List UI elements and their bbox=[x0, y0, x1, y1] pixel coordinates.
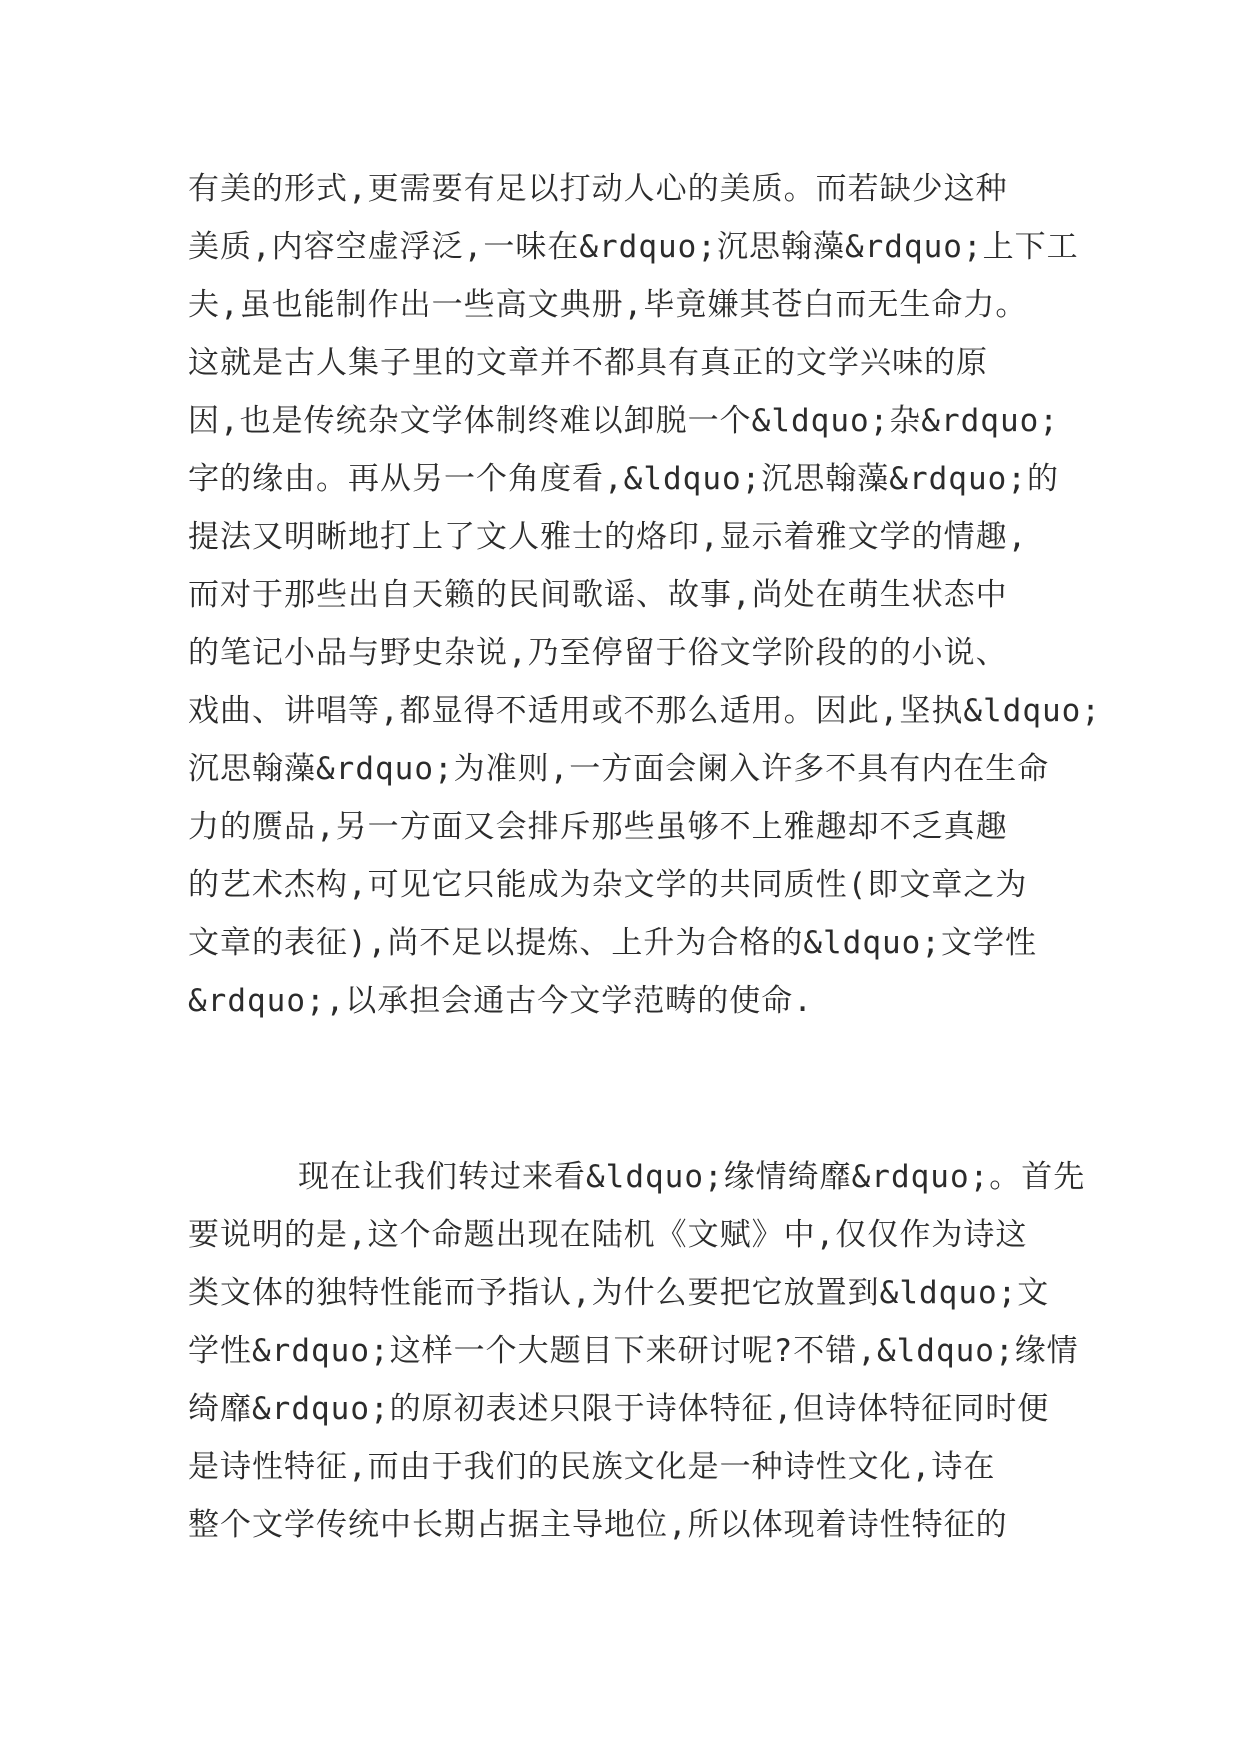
text-line: 沉思翰藻&rdquo;为准则,一方面会阑入许多不具有内在生命 bbox=[188, 751, 1050, 787]
text-line: 字的缘由。再从另一个角度看,&ldquo;沉思翰藻&rdquo;的 bbox=[188, 461, 1059, 497]
text-line: 类文体的独特性能而予指认,为什么要把它放置到&ldquo;文 bbox=[188, 1275, 1050, 1311]
text-line: 有美的形式,更需要有足以打动人心的美质。而若缺少这种 bbox=[188, 171, 1008, 207]
text-line: 力的赝品,另一方面又会排斥那些虽够不上雅趣却不乏真趣 bbox=[188, 809, 1008, 845]
text-line: 是诗性特征,而由于我们的民族文化是一种诗性文化,诗在 bbox=[188, 1449, 996, 1485]
paragraph-2 bbox=[188, 1148, 1086, 1554]
text-line: 要说明的是,这个命题出现在陆机《文赋》中,仅仅作为诗这 bbox=[188, 1217, 1028, 1253]
text-line: 提法又明晰地打上了文人雅士的烙印,显示着雅文学的情趣, bbox=[188, 519, 1028, 555]
text-line: 戏曲、讲唱等,都显得不适用或不那么适用。因此,坚执&ldquo; bbox=[188, 693, 1101, 729]
text-line: &rdquo;,以承担会通古今文学范畴的使命. bbox=[188, 983, 813, 1019]
text-line: 文章的表征),尚不足以提炼、上升为合格的&ldquo;文学性 bbox=[188, 925, 1037, 961]
text-line: 学性&rdquo;这样一个大题目下来研讨呢?不错,&ldquo;缘情 bbox=[188, 1333, 1079, 1369]
text-line: 的笔记小品与野史杂说,乃至停留于俗文学阶段的的小说、 bbox=[188, 635, 1008, 671]
text-line: 因,也是传统杂文学体制终难以卸脱一个&ldquo;杂&rdquo; bbox=[188, 403, 1059, 439]
text-line: 的艺术杰构,可见它只能成为杂文学的共同质性(即文章之为 bbox=[188, 867, 1028, 903]
text-line: 而对于那些出自天籁的民间歌谣、故事,尚处在萌生状态中 bbox=[188, 577, 1008, 613]
text-line: 这就是古人集子里的文章并不都具有真正的文学兴味的原 bbox=[188, 345, 988, 381]
text-line: 现在让我们转过来看&ldquo;缘情绮靡&rdquo;。首先 bbox=[298, 1159, 1086, 1195]
paragraph-1 bbox=[188, 160, 1101, 1030]
text-line: 夫,虽也能制作出一些高文典册,毕竟嫌其苍白而无生命力。 bbox=[188, 287, 1028, 323]
text-line: 美质,内容空虚浮泛,一味在&rdquo;沉思翰藻&rdquo;上下工 bbox=[188, 229, 1079, 265]
text-line: 绮靡&rdquo;的原初表述只限于诗体特征,但诗体特征同时便 bbox=[188, 1391, 1050, 1427]
text-line: 整个文学传统中长期占据主导地位,所以体现着诗性特征的 bbox=[188, 1507, 1008, 1543]
